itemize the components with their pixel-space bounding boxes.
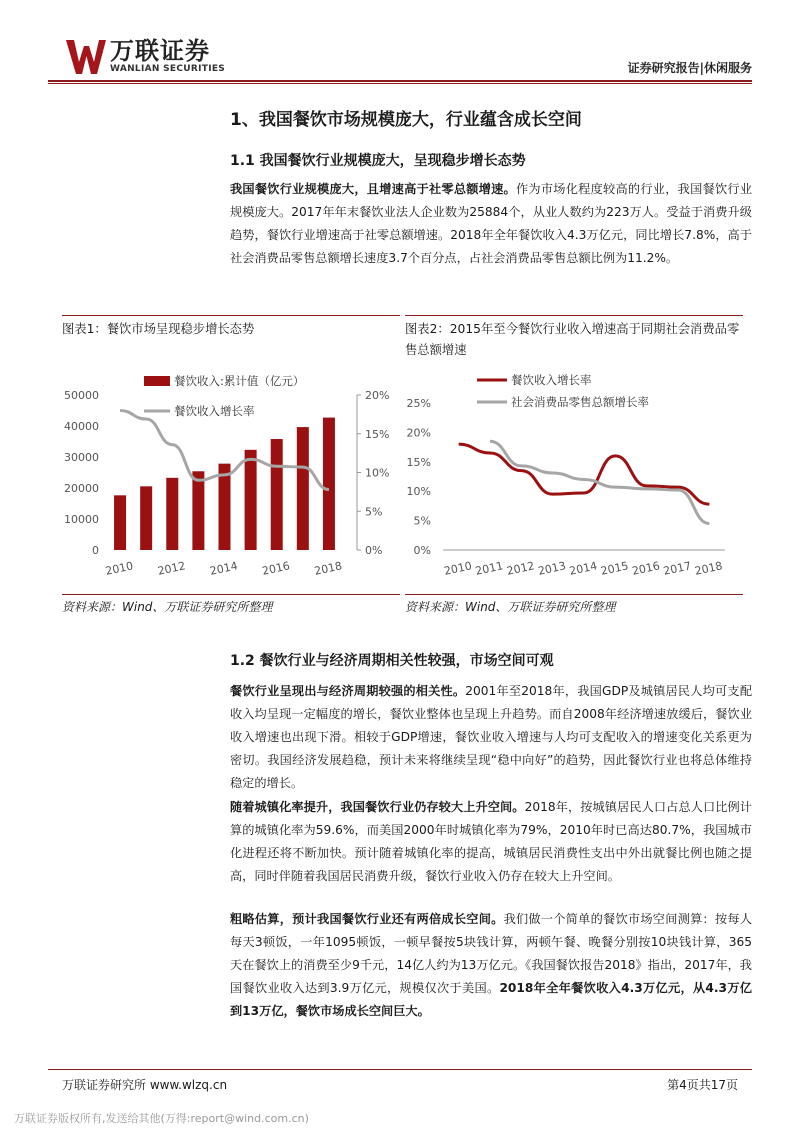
subsection-title-1-1: 1.1 我国餐饮行业规模庞大，呈现稳步增长态势	[230, 153, 526, 169]
paragraph-lead: 随着城镇化率提升，我国餐饮行业仍存较大上升空间。	[230, 800, 525, 814]
bar-2013	[192, 471, 204, 550]
y-tick-label: 0%	[413, 544, 431, 557]
y-tick-label: 5%	[413, 514, 431, 528]
paragraph-lead: 我国餐饮行业规模庞大，且增速高于社零总额增速。	[230, 182, 516, 196]
y-tick-label: 20%	[406, 426, 431, 440]
y-left-tick-label: 30000	[64, 451, 99, 464]
paragraph-body: 2001年至2018年，我国GDP及城镇居民人均可支配收入均呈现一定幅度的增长，餐饮业整体也呈现上升趋势。而自2008年经济增速放缓后，餐饮业收入增速也出现下滑。相较于GDP增速，餐饮业收入增速与人均可支配收入的增速变化关系更为密切。我国经济发展趋稳，预计未来将继续呈现“稳中向好”的趋势，因此餐饮行业也将总体维持稳定的增长。	[230, 684, 753, 790]
header-divider-thin	[48, 83, 752, 84]
footer-left: 万联证券研究所 www.wlzq.cn	[62, 1078, 228, 1092]
x-tick-label: 2013	[536, 559, 567, 578]
page-number: 第4页共17页	[667, 1078, 738, 1092]
x-tick-label: 2015	[599, 559, 630, 578]
header-divider	[48, 80, 752, 82]
y-left-tick-label: 50000	[64, 389, 99, 402]
x-tick-label: 2010	[442, 559, 473, 578]
bar-2012	[166, 478, 178, 550]
paragraph-1-2-a	[230, 680, 752, 795]
paragraph-1-2-c	[230, 908, 752, 1023]
subsection-title-1-2: 1.2 餐饮行业与经济周期相关性较强，市场空间可观	[230, 653, 554, 669]
x-tick-label: 2011	[474, 559, 505, 578]
y-right-tick-label: 5%	[365, 505, 383, 519]
legend-label-bars: 餐饮收入:累计值（亿元）	[174, 374, 305, 388]
x-tick-label: 2012	[156, 559, 187, 578]
paragraph-body: 2018年，按城镇居民人口占总人口比例计算的城镇化率为59.6%，而美国2000年时城镇化率为79%，2010年时已高达80.7%，我国城市化进程还将不断加快。预计随着城镇化率的提高，城镇居民消费性支出中外出就餐比例也随之提高，同时伴随着我国居民消费升级，餐饮行业收入仍存在较大上升空间。	[230, 800, 752, 883]
copyright-watermark: 万联证券版权所有,发送给其他(万得:report@wind.com.cn)	[14, 1112, 309, 1125]
y-tick-label: 25%	[406, 397, 431, 410]
x-tick-label: 2018	[693, 559, 724, 578]
chart-revenue-growth	[62, 365, 400, 580]
figure1-top-rule	[62, 315, 400, 316]
legend-label-line: 餐饮收入增长率	[174, 404, 255, 418]
y-tick-label: 10%	[406, 485, 431, 499]
legend-label-1: 餐饮收入增长率	[511, 373, 592, 387]
figure2-bottom-rule	[405, 594, 743, 595]
paragraph-1-2-b	[230, 796, 752, 888]
paragraph-1-1	[230, 178, 752, 270]
x-tick-label: 2014	[208, 559, 239, 578]
paragraph-lead: 粗略估算，预计我国餐饮行业还有两倍成长空间。	[230, 912, 504, 926]
y-right-tick-label: 0%	[365, 544, 383, 557]
figure1-bottom-rule	[62, 594, 400, 595]
y-right-tick-label: 20%	[365, 389, 390, 402]
line-series-1	[459, 444, 710, 504]
x-tick-label: 2018	[313, 559, 344, 578]
bar-2011	[140, 486, 152, 550]
legend-label-2: 社会消费品零售总额增长率	[511, 395, 649, 409]
paragraph-body: 我们做一个简单的餐饮市场空间测算：按每人每天3顿饭，一年1095顿饭，一顿早餐按5块钱计算，两顿午餐、晚餐分别按10块钱计算，365天在餐饮上的消费至少9千元，14亿人约为13万亿元。《我国餐饮报告2018》指出，2017年，我国餐饮业收入达到3.9万亿元，规模仅次于美国。	[230, 912, 753, 995]
report-type: 证券研究报告|休闲服务	[627, 61, 752, 75]
logo-chinese-name: 万联证券	[110, 37, 210, 65]
y-left-tick-label: 40000	[64, 420, 99, 433]
paragraph-body: 作为市场化程度较高的行业，我国餐饮行业规模庞大。2017年年末餐饮业法人企业数为25884个，从业人数约为223万人。受益于消费升级趋势，餐饮行业增速高于社零总额增速。2018年全年餐饮收入4.3万亿元，同比增长7.8%，高于社会消费品零售总额增长速度3.7个百分点，占社会消费品零售总额比例为11.2%。	[230, 182, 753, 265]
paragraph-lead: 餐饮行业呈现出与经济周期较强的相关性。	[230, 684, 466, 698]
logo-english-name: WANLIAN SECURITIES	[110, 64, 226, 74]
bar-2015	[245, 450, 257, 550]
figure2-source: 资料来源：Wind、万联证券研究所整理	[405, 600, 616, 614]
x-tick-label: 2014	[568, 559, 599, 578]
figure2-caption: 图表2：2015年至今餐饮行业收入增速高于同期社会消费品零售总额增速	[405, 322, 740, 357]
footer-divider	[48, 1069, 752, 1070]
chart-growth-comparison	[405, 365, 743, 580]
figure1-caption: 图表1：餐饮市场呈现稳步增长态势	[62, 322, 255, 336]
y-left-tick-label: 10000	[64, 513, 99, 526]
bar-2018	[323, 418, 335, 550]
legend-swatch-bars	[144, 376, 170, 386]
bar-2016	[271, 439, 283, 550]
y-left-tick-label: 20000	[64, 482, 99, 495]
x-tick-label: 2017	[662, 559, 693, 578]
y-right-tick-label: 10%	[365, 466, 390, 480]
bar-2017	[297, 427, 309, 550]
figure1-source: 资料来源：Wind、万联证券研究所整理	[62, 600, 273, 614]
x-tick-label: 2010	[104, 559, 135, 578]
paragraph-conclusion: 2018年全年餐饮收入4.3万亿元，从4.3万亿到13万亿，餐饮市场成长空间巨大。	[230, 981, 752, 1018]
y-left-tick-label: 0	[92, 544, 99, 557]
y-right-tick-label: 15%	[365, 427, 390, 441]
figure2-top-rule	[405, 315, 743, 316]
x-tick-label: 2016	[260, 559, 292, 578]
x-tick-label: 2012	[505, 559, 536, 578]
section-title: 1、我国餐饮市场规模庞大，行业蕴含成长空间	[230, 110, 582, 130]
y-tick-label: 15%	[406, 455, 431, 469]
x-tick-label: 2016	[630, 559, 661, 578]
line-series-2	[490, 441, 709, 523]
bar-2010	[114, 495, 126, 550]
wanlian-logo-icon	[66, 40, 106, 74]
